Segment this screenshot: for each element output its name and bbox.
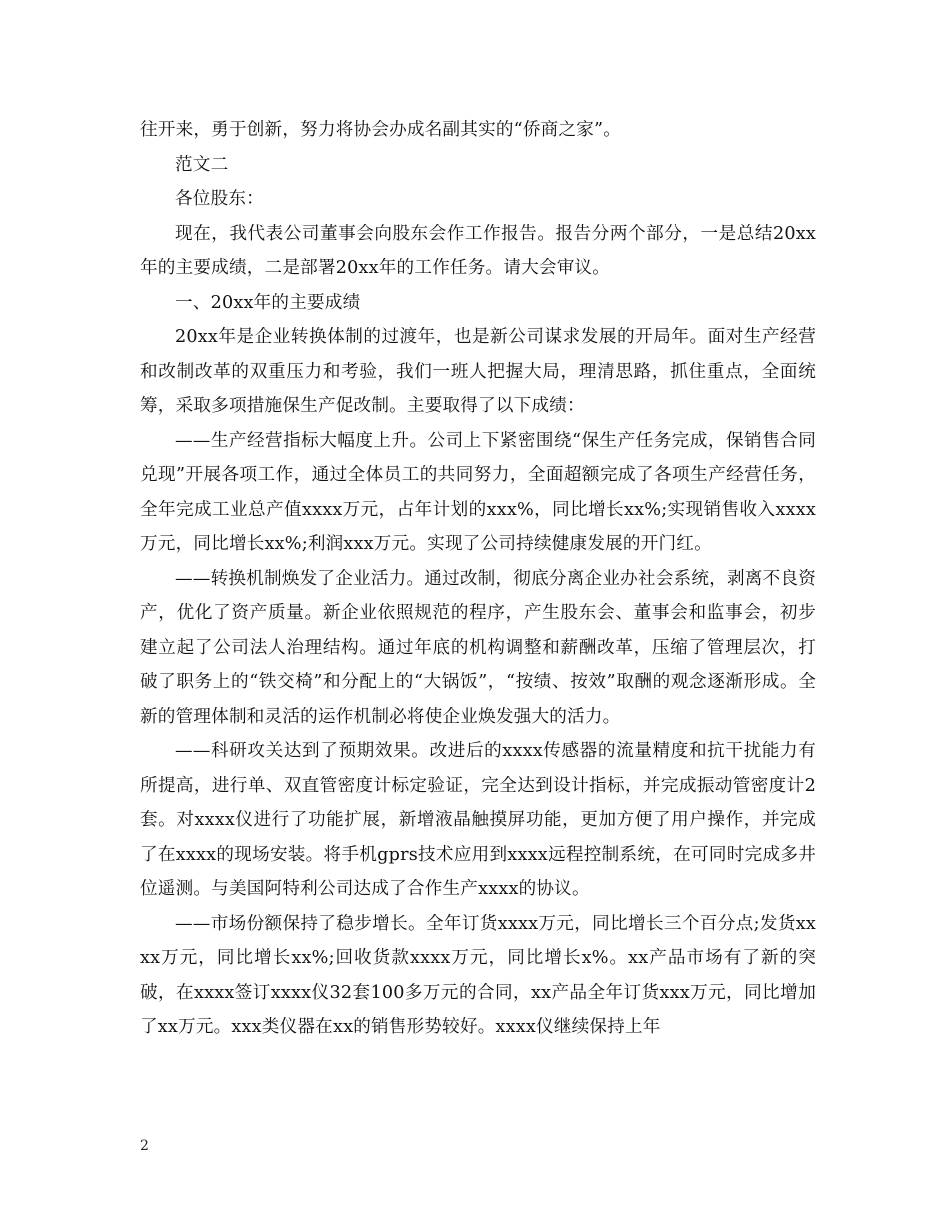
paragraph-overview: 20xx年是企业转换体制的过渡年，也是新公司谋求发展的开局年。面对生产经营和改制改革的双重压力和考验，我们一班人把握大局，理清思路，抓住重点，全面统筹，采取多项措施保生产促改制。主要取得了以下成绩： [140, 327, 816, 416]
document-body [140, 113, 816, 1045]
paragraph-mechanism: ——转换机制焕发了企业活力。通过改制，彻底分离企业办社会系统，剥离不良资产，优化了资产质量。新企业依照规范的程序，产生股东会、董事会和监事会，初步建立起了公司法人治理结构。通过年底的机构调整和薪酬改革，压缩了管理层次，打破了职务上的“铁交椅”和分配上的“大锅饭”，“按绩、按效”取酬的观念逐渐形成。全新的管理体制和灵活的运作机制必将使企业焕发强大的活力。 [140, 568, 816, 727]
paragraph-production: ——生产经营指标大幅度上升。公司上下紧密围绕“保生产任务完成，保销售合同兑现”开展各项工作，通过全体员工的共同努力，全面超额完成了各项生产经营任务，全年完成工业总产值xxxx万元，占年计划的xxx%，同比增长xx%;实现销售收入xxxx万元，同比增长xx%;利润xxx万元。实现了公司持续健康发展的开门红。 [140, 430, 816, 554]
page-number: 2 [140, 1138, 149, 1154]
section-title-fanwen-er: 范文二 [175, 154, 229, 175]
paragraph-market: ——市场份额保持了稳步增长。全年订货xxxx万元，同比增长三个百分点;发货xxxx万元，同比增长xx%;回收货款xxxx万元，同比增长x%。xx产品市场有了新的突破，在xxxx签订xxxx仪32套100多万元的合同，xx产品全年订货xxx万元，同比增加了xx万元。xxx类仪器在xx的销售形势较好。xxxx仪继续保持上年 [140, 913, 816, 1037]
section-heading-achievements: 一、20xx年的主要成绩 [175, 292, 361, 313]
salutation: 各位股东： [175, 189, 264, 209]
paragraph-research: ——科研攻关达到了预期效果。改进后的xxxx传感器的流量精度和抗干扰能力有所提高，进行单、双直管密度计标定验证，完全达到设计指标，并完成振动管密度计2套。对xxxx仪进行了功能扩展，新增液晶触摸屏功能，更加方便了用户操作，并完成了在xxxx的现场安装。将手机gprs技术应用到xxxx远程控制系统，在可同时完成多井位遥测。与美国阿特利公司达成了合作生产xxxx的协议。 [140, 741, 816, 899]
paragraph-intro: 现在，我代表公司董事会向股东会作工作报告。报告分两个部分，一是总结20xx年的主要成绩，二是部署20xx年的工作任务。请大会审议。 [140, 223, 816, 278]
paragraph-continuation: 往开来，勇于创新，努力将协会办成名副其实的“侨商之家”。 [140, 120, 622, 140]
